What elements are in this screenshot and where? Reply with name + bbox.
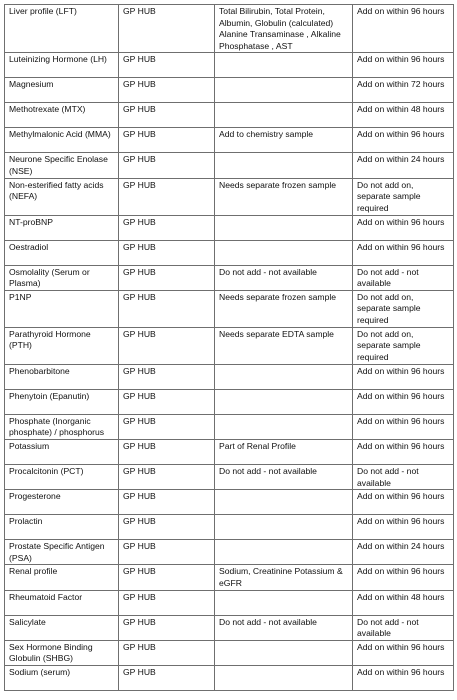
test-name-cell: Sex Hormone Binding Globulin (SHBG) bbox=[5, 640, 119, 665]
add-on-cell: Add on within 24 hours bbox=[353, 153, 454, 178]
table-row bbox=[5, 540, 454, 565]
location-cell: GP HUB bbox=[119, 464, 215, 489]
test-name-cell: Phenobarbitone bbox=[5, 364, 119, 389]
table-row bbox=[5, 53, 454, 78]
table-body bbox=[5, 5, 454, 691]
table-row bbox=[5, 364, 454, 389]
notes-cell: Do not add - not available bbox=[215, 615, 353, 640]
notes-cell: Do not add - not available bbox=[215, 265, 353, 290]
add-on-cell: Add on within 96 hours bbox=[353, 389, 454, 414]
table-row bbox=[5, 215, 454, 240]
notes-cell bbox=[215, 103, 353, 128]
add-on-cell: Add on within 96 hours bbox=[353, 53, 454, 78]
notes-cell: Total Bilirubin, Total Protein, Albumin, Globulin (calculated) Alanine Transaminase , Alkaline Phosphatase , AST bbox=[215, 5, 353, 53]
notes-cell: Needs separate frozen sample bbox=[215, 290, 353, 327]
location-cell: GP HUB bbox=[119, 414, 215, 439]
add-on-cell: Do not add on, separate sample required bbox=[353, 327, 454, 364]
notes-cell: Add to chemistry sample bbox=[215, 128, 353, 153]
test-name-cell: Renal profile bbox=[5, 565, 119, 590]
notes-cell bbox=[215, 515, 353, 540]
test-name-cell: Prolactin bbox=[5, 515, 119, 540]
add-on-cell: Add on within 96 hours bbox=[353, 490, 454, 515]
table-row bbox=[5, 327, 454, 364]
add-on-cell: Add on within 24 hours bbox=[353, 540, 454, 565]
table-row bbox=[5, 665, 454, 690]
test-name-cell: Methotrexate (MTX) bbox=[5, 103, 119, 128]
location-cell: GP HUB bbox=[119, 364, 215, 389]
test-name-cell: Luteinizing Hormone (LH) bbox=[5, 53, 119, 78]
test-name-cell: Prostate Specific Antigen (PSA) bbox=[5, 540, 119, 565]
table-row bbox=[5, 389, 454, 414]
test-name-cell: Sodium (serum) bbox=[5, 665, 119, 690]
table-row bbox=[5, 78, 454, 103]
notes-cell bbox=[215, 215, 353, 240]
add-on-cell: Add on within 96 hours bbox=[353, 215, 454, 240]
test-name-cell: Liver profile (LFT) bbox=[5, 5, 119, 53]
location-cell: GP HUB bbox=[119, 178, 215, 215]
test-name-cell: Salicylate bbox=[5, 615, 119, 640]
table-row bbox=[5, 565, 454, 590]
test-name-cell: Methylmalonic Acid (MMA) bbox=[5, 128, 119, 153]
location-cell: GP HUB bbox=[119, 5, 215, 53]
add-on-cell: Add on within 48 hours bbox=[353, 103, 454, 128]
notes-cell bbox=[215, 590, 353, 615]
table-row bbox=[5, 464, 454, 489]
location-cell: GP HUB bbox=[119, 240, 215, 265]
table-row bbox=[5, 615, 454, 640]
notes-cell bbox=[215, 414, 353, 439]
add-on-cell: Do not add on, separate sample required bbox=[353, 178, 454, 215]
add-on-cell: Do not add - not available bbox=[353, 615, 454, 640]
notes-cell bbox=[215, 389, 353, 414]
add-on-cell: Add on within 96 hours bbox=[353, 5, 454, 53]
add-on-cell: Add on within 96 hours bbox=[353, 439, 454, 464]
test-name-cell: NT-proBNP bbox=[5, 215, 119, 240]
location-cell: GP HUB bbox=[119, 490, 215, 515]
test-name-cell: Parathyroid Hormone (PTH) bbox=[5, 327, 119, 364]
location-cell: GP HUB bbox=[119, 665, 215, 690]
table-row bbox=[5, 490, 454, 515]
notes-cell bbox=[215, 53, 353, 78]
table-row bbox=[5, 153, 454, 178]
table-row bbox=[5, 128, 454, 153]
add-on-cell: Add on within 96 hours bbox=[353, 515, 454, 540]
document-page bbox=[4, 4, 453, 696]
test-name-cell: Rheumatoid Factor bbox=[5, 590, 119, 615]
test-name-cell: Progesterone bbox=[5, 490, 119, 515]
test-name-cell: P1NP bbox=[5, 290, 119, 327]
location-cell: GP HUB bbox=[119, 540, 215, 565]
notes-cell bbox=[215, 665, 353, 690]
table-row bbox=[5, 515, 454, 540]
test-name-cell: Phosphate (Inorganic phosphate) / phosphorus bbox=[5, 414, 119, 439]
location-cell: GP HUB bbox=[119, 439, 215, 464]
add-on-cell: Add on within 96 hours bbox=[353, 240, 454, 265]
test-name-cell: Neurone Specific Enolase (NSE) bbox=[5, 153, 119, 178]
location-cell: GP HUB bbox=[119, 615, 215, 640]
test-name-cell: Magnesium bbox=[5, 78, 119, 103]
location-cell: GP HUB bbox=[119, 389, 215, 414]
add-on-cell: Do not add on, separate sample required bbox=[353, 290, 454, 327]
table-row bbox=[5, 439, 454, 464]
table-row bbox=[5, 240, 454, 265]
location-cell: GP HUB bbox=[119, 78, 215, 103]
location-cell: GP HUB bbox=[119, 327, 215, 364]
notes-cell: Do not add - not available bbox=[215, 464, 353, 489]
test-name-cell: Non-esterified fatty acids (NEFA) bbox=[5, 178, 119, 215]
location-cell: GP HUB bbox=[119, 290, 215, 327]
table-row bbox=[5, 5, 454, 53]
notes-cell: Needs separate EDTA sample bbox=[215, 327, 353, 364]
add-on-cell: Add on within 48 hours bbox=[353, 590, 454, 615]
location-cell: GP HUB bbox=[119, 215, 215, 240]
add-on-cell: Add on within 96 hours bbox=[353, 128, 454, 153]
table-row bbox=[5, 414, 454, 439]
location-cell: GP HUB bbox=[119, 565, 215, 590]
notes-cell: Sodium, Creatinine Potassium & eGFR bbox=[215, 565, 353, 590]
table-row bbox=[5, 290, 454, 327]
location-cell: GP HUB bbox=[119, 265, 215, 290]
table-row bbox=[5, 103, 454, 128]
table-row bbox=[5, 265, 454, 290]
add-on-cell: Add on within 96 hours bbox=[353, 364, 454, 389]
test-name-cell: Phenytoin (Epanutin) bbox=[5, 389, 119, 414]
notes-cell bbox=[215, 490, 353, 515]
notes-cell bbox=[215, 153, 353, 178]
add-on-tests-table bbox=[4, 4, 454, 691]
location-cell: GP HUB bbox=[119, 153, 215, 178]
add-on-cell: Add on within 96 hours bbox=[353, 665, 454, 690]
test-name-cell: Osmolality (Serum or Plasma) bbox=[5, 265, 119, 290]
add-on-cell: Add on within 96 hours bbox=[353, 640, 454, 665]
add-on-cell: Add on within 96 hours bbox=[353, 565, 454, 590]
add-on-cell: Do not add - not available bbox=[353, 265, 454, 290]
notes-cell: Part of Renal Profile bbox=[215, 439, 353, 464]
notes-cell bbox=[215, 78, 353, 103]
table-row bbox=[5, 640, 454, 665]
add-on-cell: Add on within 72 hours bbox=[353, 78, 454, 103]
location-cell: GP HUB bbox=[119, 590, 215, 615]
add-on-cell: Do not add - not available bbox=[353, 464, 454, 489]
notes-cell bbox=[215, 640, 353, 665]
location-cell: GP HUB bbox=[119, 128, 215, 153]
test-name-cell: Procalcitonin (PCT) bbox=[5, 464, 119, 489]
notes-cell bbox=[215, 540, 353, 565]
test-name-cell: Oestradiol bbox=[5, 240, 119, 265]
test-name-cell: Potassium bbox=[5, 439, 119, 464]
table-row bbox=[5, 590, 454, 615]
add-on-cell: Add on within 96 hours bbox=[353, 414, 454, 439]
table-row bbox=[5, 178, 454, 215]
notes-cell bbox=[215, 240, 353, 265]
notes-cell: Needs separate frozen sample bbox=[215, 178, 353, 215]
location-cell: GP HUB bbox=[119, 53, 215, 78]
location-cell: GP HUB bbox=[119, 103, 215, 128]
location-cell: GP HUB bbox=[119, 640, 215, 665]
location-cell: GP HUB bbox=[119, 515, 215, 540]
notes-cell bbox=[215, 364, 353, 389]
